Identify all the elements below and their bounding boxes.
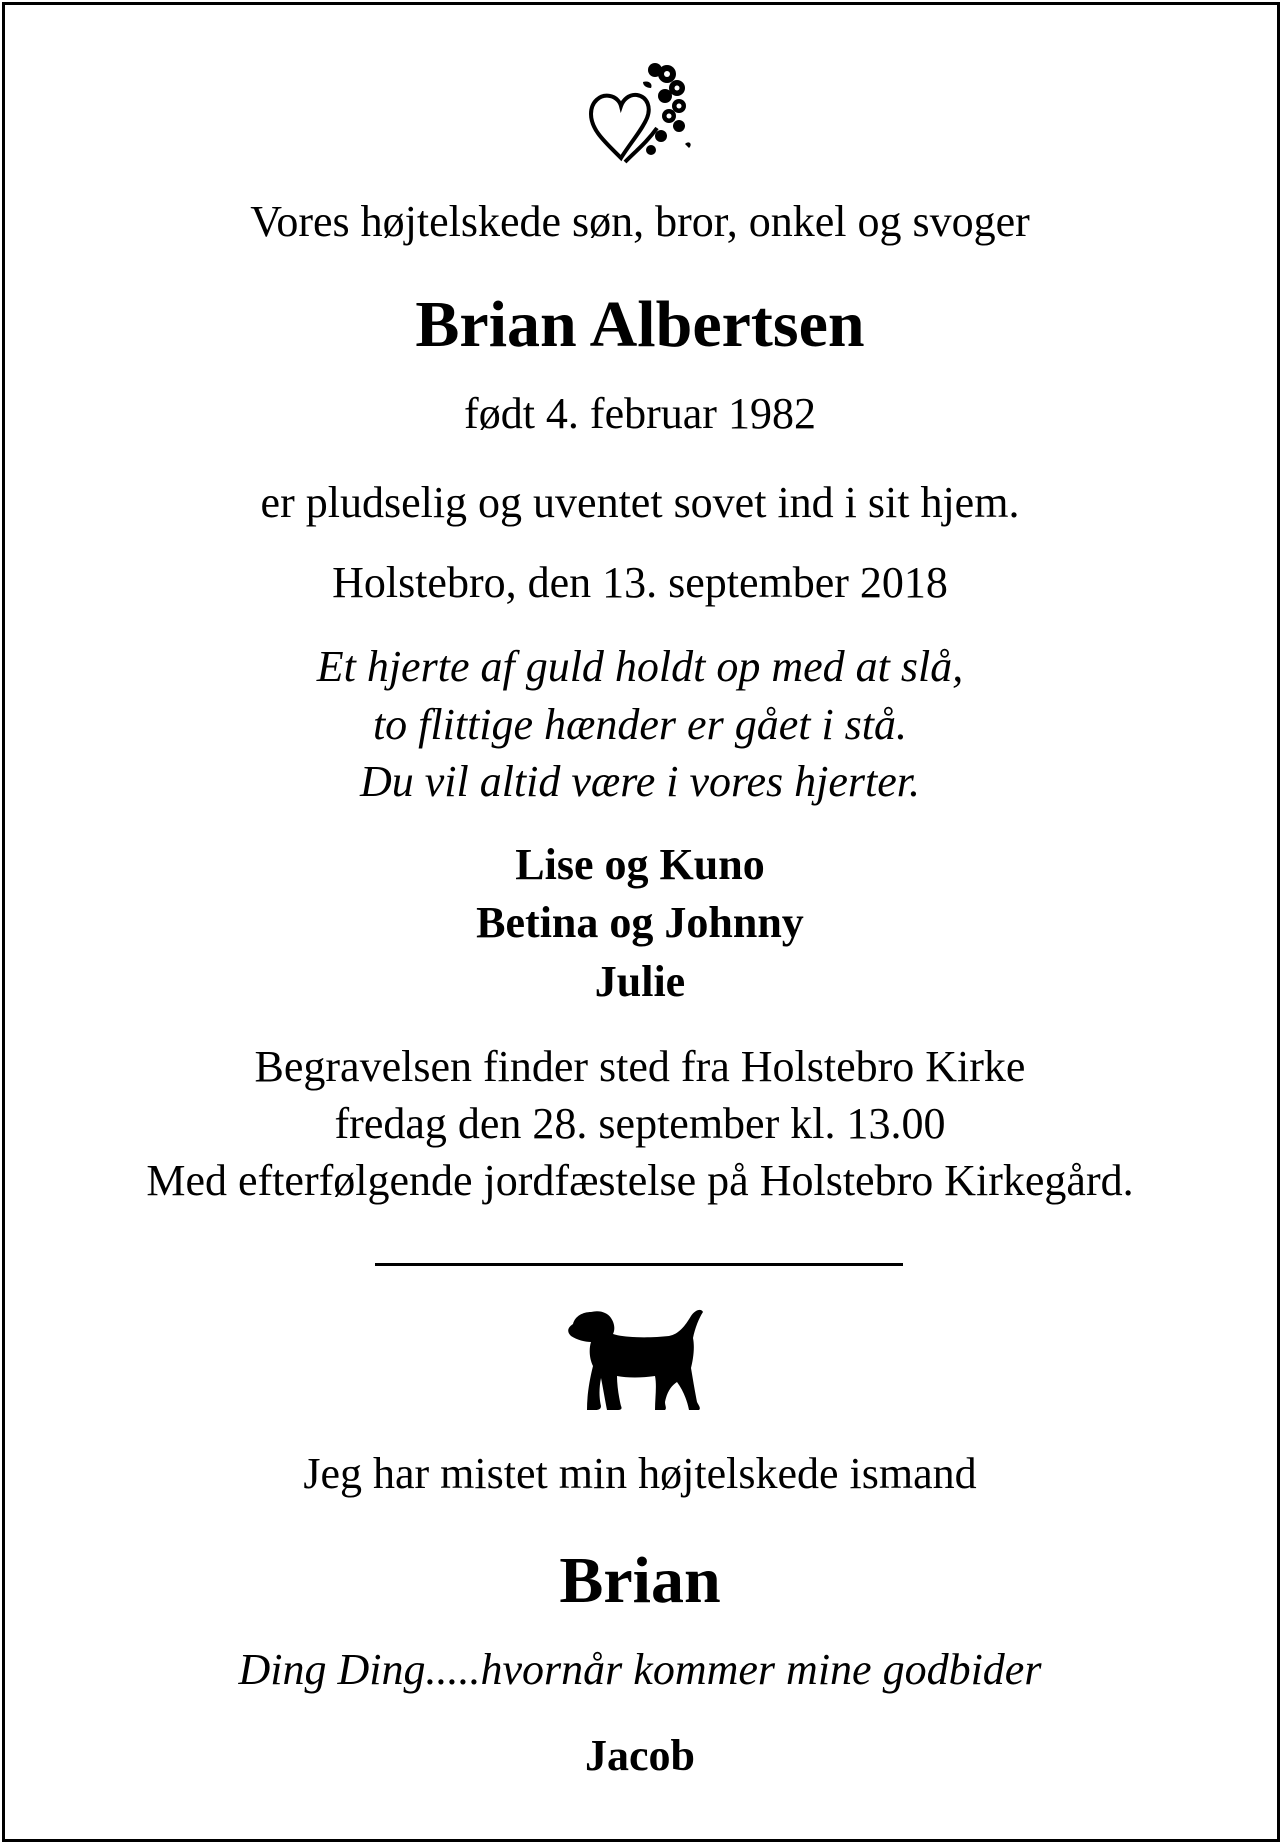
birth-line: født 4. februar 1982 xyxy=(464,389,816,438)
heart-flowers-icon xyxy=(585,58,695,170)
deceased-name: Brian Albertsen xyxy=(415,288,865,361)
second-intro-line: Jeg har mistet min højtelskede ismand xyxy=(303,1449,977,1498)
family-name: Lise og Kuno xyxy=(515,840,765,889)
family-name: Julie xyxy=(594,957,686,1006)
dog-icon xyxy=(565,1302,715,1414)
family-name: Betina og Johnny xyxy=(476,898,804,947)
funeral-line: fredag den 28. september kl. 13.00 xyxy=(334,1099,946,1148)
verse-line: to flittige hænder er gået i stå. xyxy=(372,700,908,749)
verse-line: Et hjerte af guld holdt op med at slå, xyxy=(316,642,964,691)
section-divider xyxy=(375,1263,903,1266)
verse-line: Du vil altid være i vores hjerter. xyxy=(359,757,921,806)
intro-line: Vores højtelskede søn, bror, onkel og svoger xyxy=(250,197,1030,246)
funeral-line: Med efterfølgende jordfæstelse på Holstebro Kirkegård. xyxy=(146,1156,1134,1205)
passing-line: er pludselig og uventet sovet ind i sit hjem. xyxy=(260,478,1020,527)
signature: Jacob xyxy=(585,1731,695,1780)
place-date-line: Holstebro, den 13. september 2018 xyxy=(332,558,948,607)
quote-line: Ding Ding.....hvornår kommer mine godbider xyxy=(238,1645,1042,1694)
funeral-line: Begravelsen finder sted fra Holstebro Kirke xyxy=(254,1042,1026,1091)
second-name: Brian xyxy=(559,1544,721,1617)
